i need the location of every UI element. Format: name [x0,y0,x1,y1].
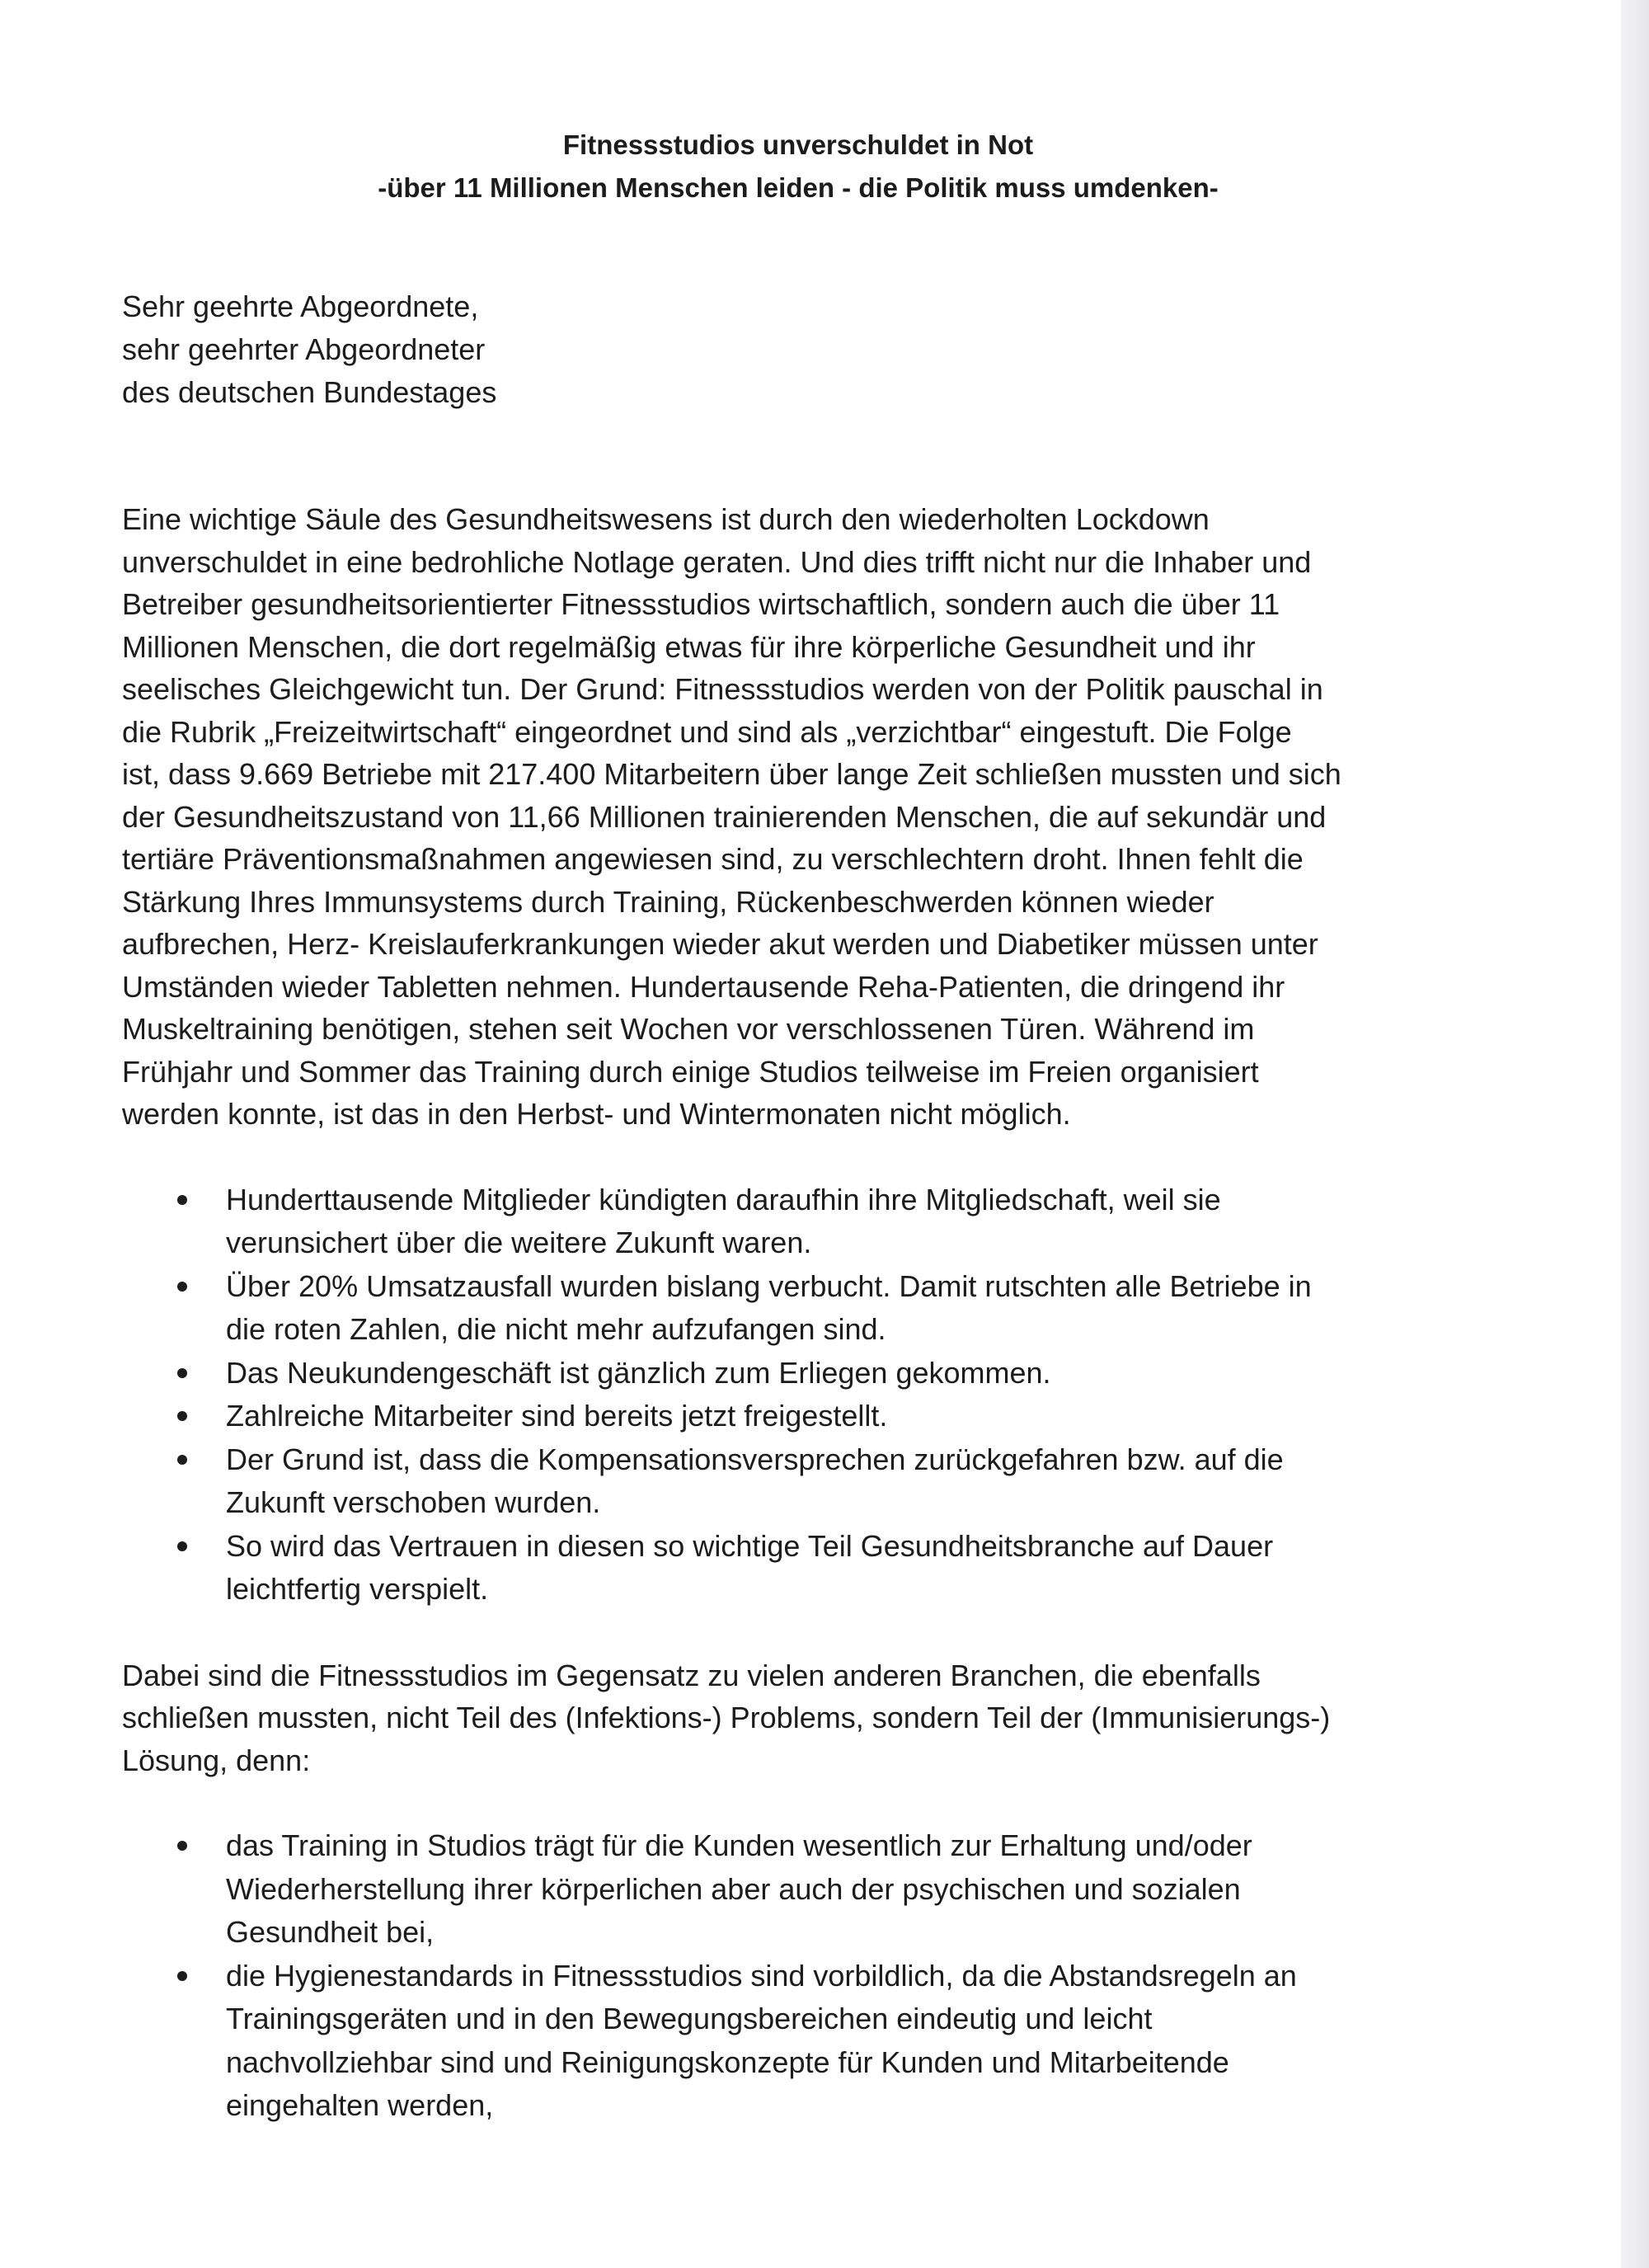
paragraph-line: Betreiber gesundheitsorientierter Fitnessstudios wirtschaftlich, sondern auch die über 11 [122,587,1280,621]
bullet-dot-icon [177,1541,187,1551]
bullet-dot-icon [177,1841,187,1851]
list-item-line: eingehalten werden, [226,2088,494,2122]
list-item-line: Wiederherstellung ihrer körperlichen aber auch der psychischen und sozialen [226,1871,1241,1906]
list-item [122,1438,1441,1525]
list-item-line: Zahlreiche Mitarbeiter sind bereits jetzt freigestellt. [226,1399,888,1433]
bullet-dot-icon [177,1368,187,1378]
paragraph-line: unverschuldet in eine bedrohliche Notlage geraten. Und dies trifft nicht nur die Inhaber und [122,544,1312,579]
list-item-line: Hunderttausende Mitglieder kündigten daraufhin ihre Mitgliedschaft, weil sie [226,1182,1221,1216]
paragraph-line: Muskeltraining benötigen, stehen seit Wochen vor verschlossenen Türen. Während im [122,1012,1255,1046]
list-item-line: Das Neukundengeschäft ist gänzlich zum Erliegen gekommen. [226,1355,1051,1390]
list-item-line: Der Grund ist, dass die Kompensationsversprechen zurückgefahren bzw. auf die [226,1442,1284,1476]
paragraph-line: Dabei sind die Fitnessstudios im Gegensatz zu vielen anderen Branchen, die ebenfalls [122,1658,1261,1692]
paragraph-line: werden konnte, ist das in den Herbst- und Wintermonaten nicht möglich. [122,1097,1071,1131]
list-item [122,1955,1441,2128]
list-item-line: So wird das Vertrauen in diesen so wichtige Teil Gesundheitsbranche auf Dauer [226,1528,1274,1563]
paragraph-line: tertiäre Präventionsmaßnahmen angewiesen sind, zu verschlechtern droht. Ihnen fehlt die [122,842,1304,876]
list-item [122,1265,1441,1352]
paragraph-line: Stärkung Ihres Immunsystems durch Training, Rückenbeschwerden können wieder [122,884,1214,919]
salutation [122,285,1441,414]
list-item-line: nachvollziehbar sind und Reinigungskonzepte für Kunden und Mitarbeitende [226,2044,1229,2079]
bullet-list-1 [122,1179,1441,1612]
salutation-line: sehr geehrter Abgeordneter [122,332,486,366]
bullet-dot-icon [177,1282,187,1292]
salutation-line: des deutschen Bundestages [122,375,497,409]
document-title [122,124,1441,209]
paragraph-line: der Gesundheitszustand von 11,66 Millionen trainierenden Menschen, die auf sekundär und [122,799,1327,834]
body-paragraph-1 [122,498,1441,1136]
list-item-line: leichtfertig verspielt. [226,1572,489,1606]
body-paragraph-2 [122,1654,1441,1782]
bullet-dot-icon [177,1971,187,1981]
list-item-line: verunsichert über die weitere Zukunft waren. [226,1226,812,1259]
document-page [122,124,1441,2128]
list-item [122,1352,1441,1395]
paragraph-line: Millionen Menschen, die dort regelmäßig etwas für ihre körperliche Gesundheit und ihr [122,629,1256,664]
bullet-dot-icon [177,1411,187,1421]
bullet-dot-icon [177,1195,187,1205]
paragraph-line: aufbrechen, Herz- Kreislauferkrankungen wieder akut werden und Diabetiker müssen unter [122,927,1318,961]
list-item-line: Zukunft verschoben wurden. [226,1485,601,1519]
salutation-line: Sehr geehrte Abgeordnete, [122,289,479,323]
page-edge-shadow [1621,0,1649,2268]
title-line-2: -über 11 Millionen Menschen leiden - die Politik muss umdenken- [378,172,1219,203]
list-item [122,1395,1441,1438]
paragraph-line: schließen mussten, nicht Teil des (Infektions-) Problems, sondern Teil der (Immunisierungs-) [122,1701,1331,1734]
paragraph-line: ist, dass 9.669 Betriebe mit 217.400 Mitarbeitern über lange Zeit schließen mussten und sich [122,757,1341,791]
list-item-line: das Training in Studios trägt für die Kunden wesentlich zur Erhaltung und/oder [226,1828,1252,1862]
bullet-list-2 [122,1824,1441,2128]
list-item-line: Über 20% Umsatzausfall wurden bislang verbucht. Damit rutschten alle Betriebe in [226,1268,1312,1303]
list-item-line: die roten Zahlen, die nicht mehr aufzufangen sind. [226,1312,886,1346]
list-item [122,1179,1441,1265]
paragraph-line: Lösung, denn: [122,1743,311,1777]
paragraph-line: Eine wichtige Säule des Gesundheitswesens ist durch den wiederholten Lockdown [122,502,1210,536]
list-item-line: Gesundheit bei, [226,1915,435,1949]
list-item-line: Trainingsgeräten und in den Bewegungsbereichen eindeutig und leicht [226,2002,1153,2035]
paragraph-line: Umständen wieder Tabletten nehmen. Hundertausende Reha-Patienten, die dringend ihr [122,969,1285,1004]
list-item [122,1525,1441,1612]
bullet-dot-icon [177,1455,187,1465]
list-item [122,1824,1441,1955]
paragraph-line: die Rubrik „Freizeitwirtschaft“ eingeordnet und sind als „verzichtbar“ eingestuft. Die Folge [122,714,1292,749]
title-line-1: Fitnessstudios unverschuldet in Not [562,129,1034,160]
paragraph-line: Frühjahr und Sommer das Training durch einige Studios teilweise im Freien organisiert [122,1054,1259,1089]
paragraph-line: seelisches Gleichgewicht tun. Der Grund: Fitnessstudios werden von der Politik pauschal in [122,672,1323,706]
list-item-line: die Hygienestandards in Fitnessstudios sind vorbildlich, da die Abstandsregeln an [226,1958,1297,1993]
